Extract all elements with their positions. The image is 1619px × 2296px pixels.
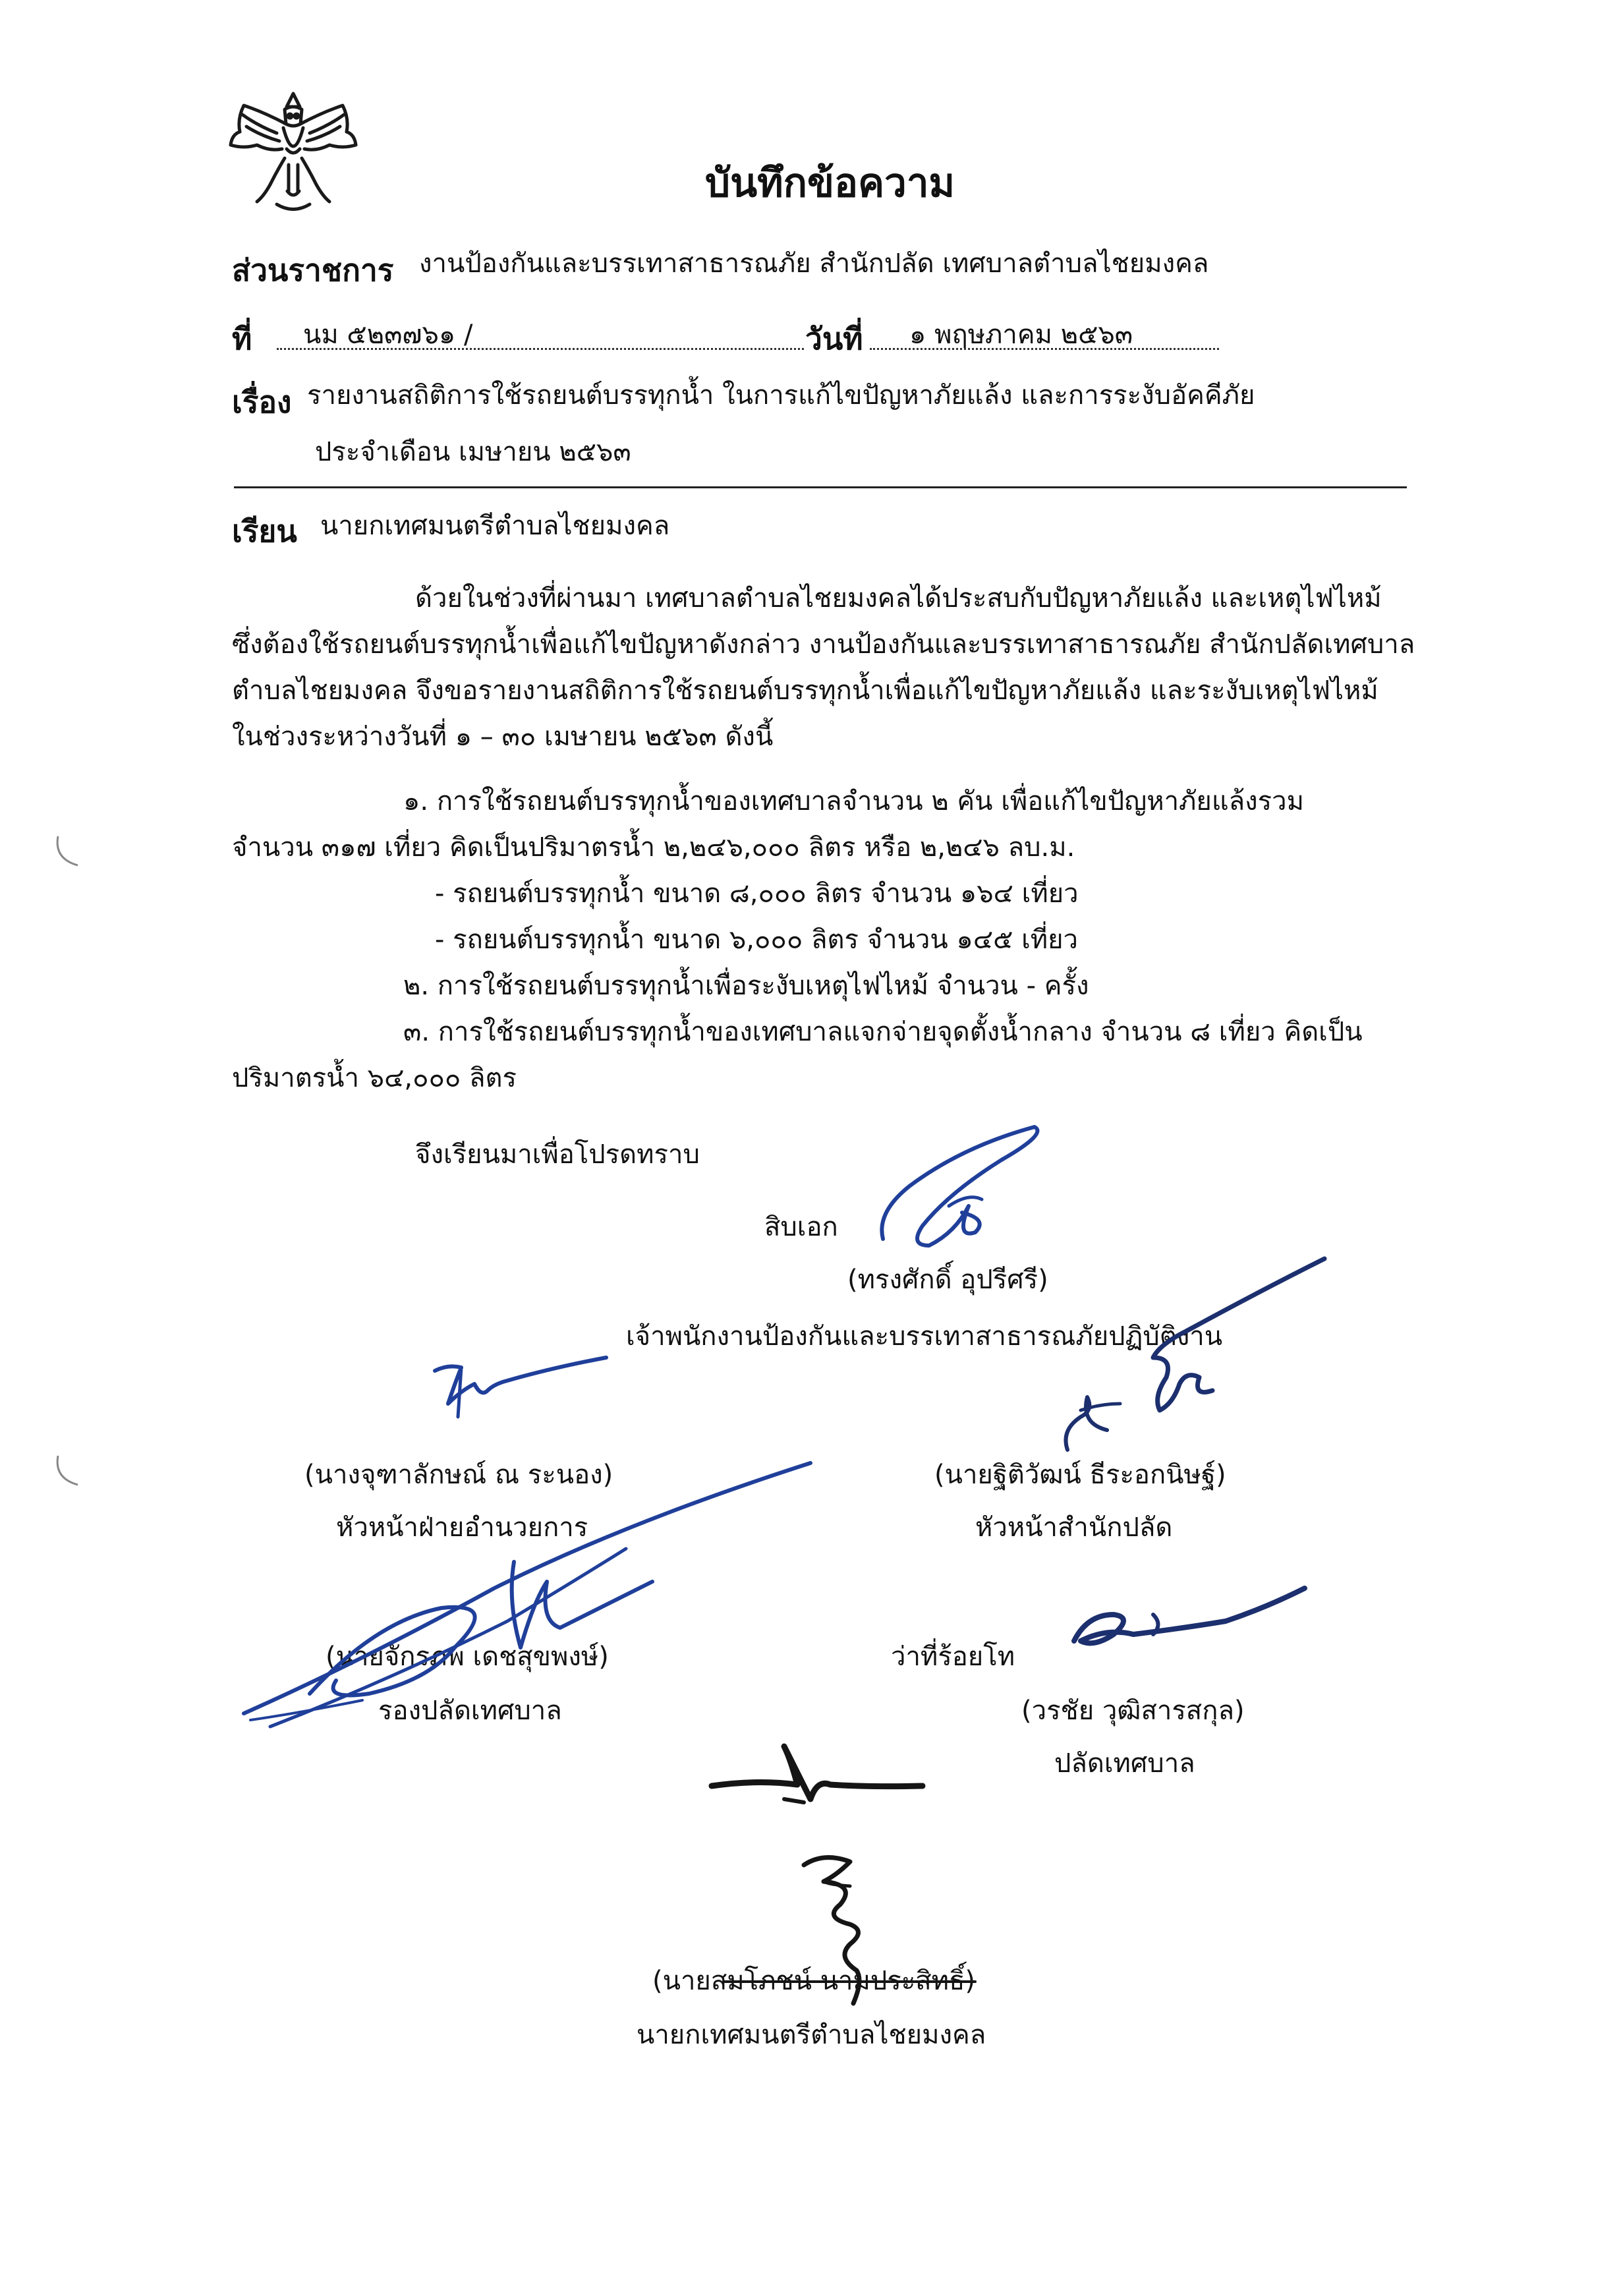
item-3-line-2: ปริมาตรน้ำ ๖๔,๐๐๐ ลิตร [232,1063,517,1093]
item-1-sub-1: - รถยนต์บรรทุกน้ำ ขนาด ๘,๐๐๐ ลิตร จำนวน ๑๖๔ เที่ยว [435,878,1079,909]
subject-line-1: รายงานสถิติการใช้รถยนต์บรรทุกน้ำ ในการแก้ไขปัญหาภัยแล้ง และการระงับอัคคีภัย [307,380,1255,411]
header-divider [234,486,1407,488]
deputy-clerk-signature [231,1450,824,1740]
admin-head-position: หัวหน้าฝ่ายอำนวยการ [336,1512,588,1543]
memo-title: บันทึกข้อความ [705,160,955,206]
office-head-signature [1041,1246,1338,1456]
punch-hole-bottom [51,1447,98,1493]
date-value: ๑ พฤษภาคม ๒๕๖๓ [870,322,1219,350]
officer-position: เจ้าพนักงานป้องกันและบรรเทาสาธารณภัยปฏิบัติงาน [626,1321,1223,1352]
item-1-sub-2: - รถยนต์บรรทุกน้ำ ขนาด ๖,๐๐๐ ลิตร จำนวน ๑๔๕ เที่ยว [435,925,1079,955]
officer-signature [870,1114,1067,1272]
admin-head-signature [422,1344,613,1423]
body-intro-line-2: ซึ่งต้องใช้รถยนต์บรรทุกน้ำเพื่อแก้ไขปัญหาดังกล่าว งานป้องกันและบรรเทาสาธารณภัย สำนักปลัดเทศบาล [232,629,1415,660]
deputy-clerk-name: (นายจักรภพ เดชสุขพงษ์) [326,1642,609,1672]
clerk-position: ปลัดเทศบาล [1054,1748,1195,1779]
department-value: งานป้องกันและบรรเทาสาธารณภัย สำนักปลัด เทศบาลตำบลไชยมงคล [419,248,1209,279]
closing-line: จึงเรียนมาเพื่อโปรดทราบ [415,1139,700,1170]
reviewer-signature [705,1733,929,1825]
body-intro-line-3: ตำบลไชยมงคล จึงขอรายงานสถิติการใช้รถยนต์บรรทุกน้ำเพื่อแก้ไขปัญหาภัยแล้ง และระงับเหตุไฟไหม้ [232,675,1378,706]
punch-hole-top [51,827,98,873]
mayor-signature [725,1845,1002,2017]
officer-name: (ทรงศักดิ์ อุปรีศรี) [847,1265,1048,1295]
office-head-name: (นายฐิติวัฒน์ ธีระอกนิษฐ์) [934,1460,1226,1490]
clerk-signature [1054,1575,1318,1667]
clerk-name: (วรชัย วุฒิสารสกุล) [1021,1696,1245,1726]
item-1-line-2: จำนวน ๓๑๗ เที่ยว คิดเป็นปริมาตรน้ำ ๒,๒๔๖,๐๐๐ ลิตร หรือ ๒,๒๔๖ ลบ.ม. [232,832,1075,863]
subject-label: เรื่อง [232,384,292,420]
subject-line-2: ประจำเดือน เมษายน ๒๕๖๓ [315,437,631,467]
item-2: ๒. การใช้รถยนต์บรรทุกน้ำเพื่อระงับเหตุไฟไหม้ จำนวน - ครั้ง [403,971,1089,1001]
clerk-rank: ว่าที่ร้อยโท [891,1642,1015,1672]
body-intro-line-1: ด้วยในช่วงที่ผ่านมา เทศบาลตำบลไชยมงคลได้ประสบกับปัญหาภัยแล้ง และเหตุไฟไหม้ [415,583,1382,614]
item-3-line-1: ๓. การใช้รถยนต์บรรทุกน้ำของเทศบาลแจกจ่ายจุดตั้งน้ำกลาง จำนวน ๘ เที่ยว คิดเป็น [403,1017,1363,1047]
body-intro-line-4: ในช่วงระหว่างวันที่ ๑ – ๓๐ เมษายน ๒๕๖๓ ดังนี้ [232,722,774,752]
mayor-position: นายกเทศมนตรีตำบลไชยมงคล [637,2020,986,2050]
salutation-value: นายกเทศมนตรีตำบลไชยมงคล [320,511,670,541]
garuda-emblem-icon [224,86,362,217]
deputy-clerk-position: รองปลัดเทศบาล [378,1696,562,1726]
department-label: ส่วนราชการ [232,252,394,288]
ref-value: นม ๕๒๓๗๖๑ / [277,322,804,350]
officer-rank: สิบเอก [764,1212,838,1242]
mayor-name: (นายสมโภชน์ นามประสิทธิ์) [652,1966,976,1996]
admin-head-name: (นางจุฑาลักษณ์ ณ ระนอง) [304,1460,613,1490]
ref-label: ที่ [232,321,252,357]
item-1-line-1: ๑. การใช้รถยนต์บรรทุกน้ำของเทศบาลจำนวน ๒ คัน เพื่อแก้ไขปัญหาภัยแล้งรวม [403,786,1304,817]
office-head-position: หัวหน้าสำนักปลัด [975,1512,1173,1543]
date-label: วันที่ [805,321,863,357]
salutation-label: เรียน [232,513,297,549]
